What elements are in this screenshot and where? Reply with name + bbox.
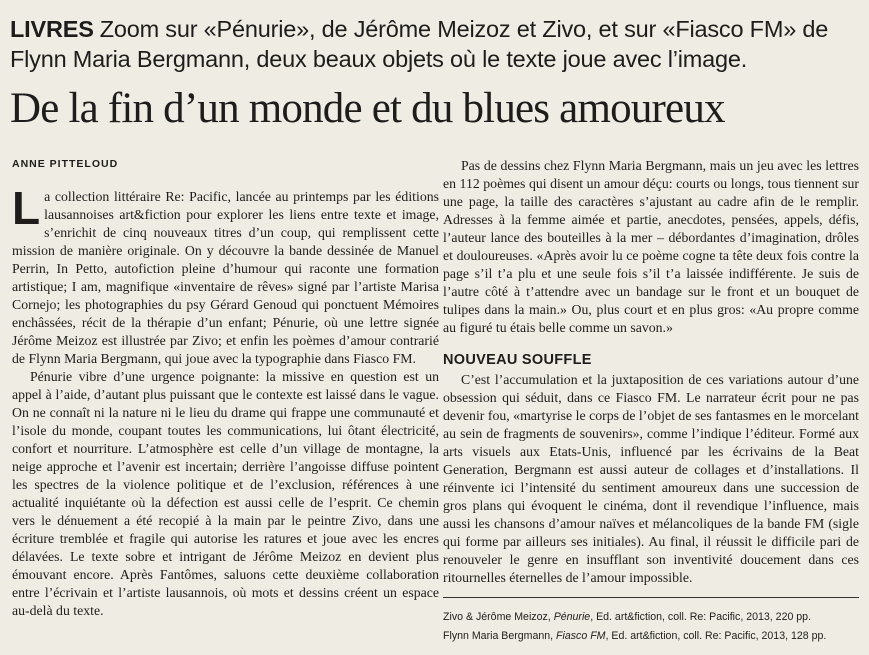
kicker [10,14,860,74]
dropcap: L [12,182,41,234]
paragraph: Pas de dessins chez Flynn Maria Bergmann, mais un jeu avec les lettres en 112 poèmes qui disent un amour déçu: courts ou longs, tous tiennent sur une page, la taille des caractères s’ajustant au cadre afin de le remplir. Adresses à la femme aimée et partie, anecdotes, pensées, appels, défis, l’auteur lance des bouteilles à la mer – débordantes d’imagination, drôles et douloureuses. «Après avoir lu ce poème cogne ta tête deux fois contre la page s’il t’a plu et une seule fois s’il t’a laissée indifférente. Je suis de l’autre côté à t’attendre avec un bandage sur le front et un bouquet de tulipes dans la main.» Ou, plus court et en plus gros: «Au propre comme au figuré tu étais belle comme un savon.» [443,158,859,335]
reference: Flynn Maria Bergmann, Fiasco FM, Ed. art&fiction, coll. Re: Pacific, 2013, 128 pp. [443,630,827,642]
divider [443,597,859,598]
kicker-text: Zoom sur «Pénurie», de Jérôme Meizoz et Zivo, et sur «Fiasco FM» de Flynn Maria Bergmann, deux beaux objets où le texte joue avec l’image. [10,16,829,72]
paragraph: C’est l’accumulation et la juxtaposition de ces variations autour d’une obsession qui séduit, dans ce Fiasco FM. Le narrateur écrit pour ne pas devenir fou, «martyrise le corps de l’objet de ses fantasmes en le morcelant au sein de fragments de souvenirs», comme l’indique l’éditeur. Formé aux arts visuels aux Etats-Unis, influencé par les écrivains de la Beat Generation, Bergmann est aussi auteur de collages et d’installations. Il réinvente ici l’intensité du sentiment amoureux dans une succession de gros plans qui évoquent le cinéma, dont il revendique l’influence, mais aussi les chansons d’amour naïves et mélancoliques de la bande FM (sigle qui forme par ailleurs ses initiales). Au final, il réussit le difficile pari de renouveler le genre en insufflant son inventivité doucement dans ces ritournelles éternelles de l’amour impossible. [443,372,859,585]
left-column [12,182,439,620]
paragraph: Pénurie vibre d’une urgence poignante: la missive en question est un appel à l’aide, d’autant plus puissant que le contexte est laissé dans le vague. On ne connaît ni la nature ni le lieu du drame qui frappe une communauté et l’isole du monde, coupant toutes les communications, lui ôtant électricité, confort et nourriture. L’atmosphère est celle d’un village de montagne, la neige approche et l’avenir est incertain; derrière l’angoisse diffuse pointent les spectres de la violence politique et de l’exclusion, références à une actualité inquiétante où la défection est aussi celle de l’esprit. Ce chemin vers le dénuement a été recopié à la main par le peintre Zivo, dans une écriture tremblée et fragile qui autorise les ratures et joue avec les encres délavées. Le texte sobre et intrigant de Jérôme Meizoz en devient plus émouvant encore. Après Fantômes, saluons cette deuxième collaboration entre l’écrivain et l’artiste lausannois, où mots et dessins créent un espace au-delà du texte. [12,369,439,618]
subheading: NOUVEAU SOUFFLE [443,352,592,368]
headline: De la fin d’un monde et du blues amoureux [10,85,725,132]
right-column [443,157,859,646]
byline: ANNE PITTELOUD [12,158,119,170]
reference: Zivo & Jérôme Meizoz, Pénurie, Ed. art&fiction, coll. Re: Pacific, 2013, 220 pp. [443,611,812,623]
paragraph: La collection littéraire Re: Pacific, lancée au printemps par les éditions lausannoises art&fiction pour explorer les liens entre texte et image, s’enrichit de cinq nouveaux titres d’un coup, qui remplissent cette mission de manière originale. On y découvre la bande dessinée de Manuel Perrin, In Petto, autofiction pleine d’humour qui raconte une formation artistique; I am, magnifique «inventaire de rêves» signé par l’artiste Marisa Cornejo; les photographies du psy Gérard Genoud qui ponctuent Mémoires enchâssées, récit de la thérapie d’un enfant; Pénurie, où une lettre signée Jérôme Meizoz est illustrée par Zivo; et enfin les poèmes d’amour contrarié de Flynn Maria Bergmann, qui joue avec la typographie dans Fiasco FM. [12,182,439,366]
section-tag: LIVRES [10,16,94,42]
